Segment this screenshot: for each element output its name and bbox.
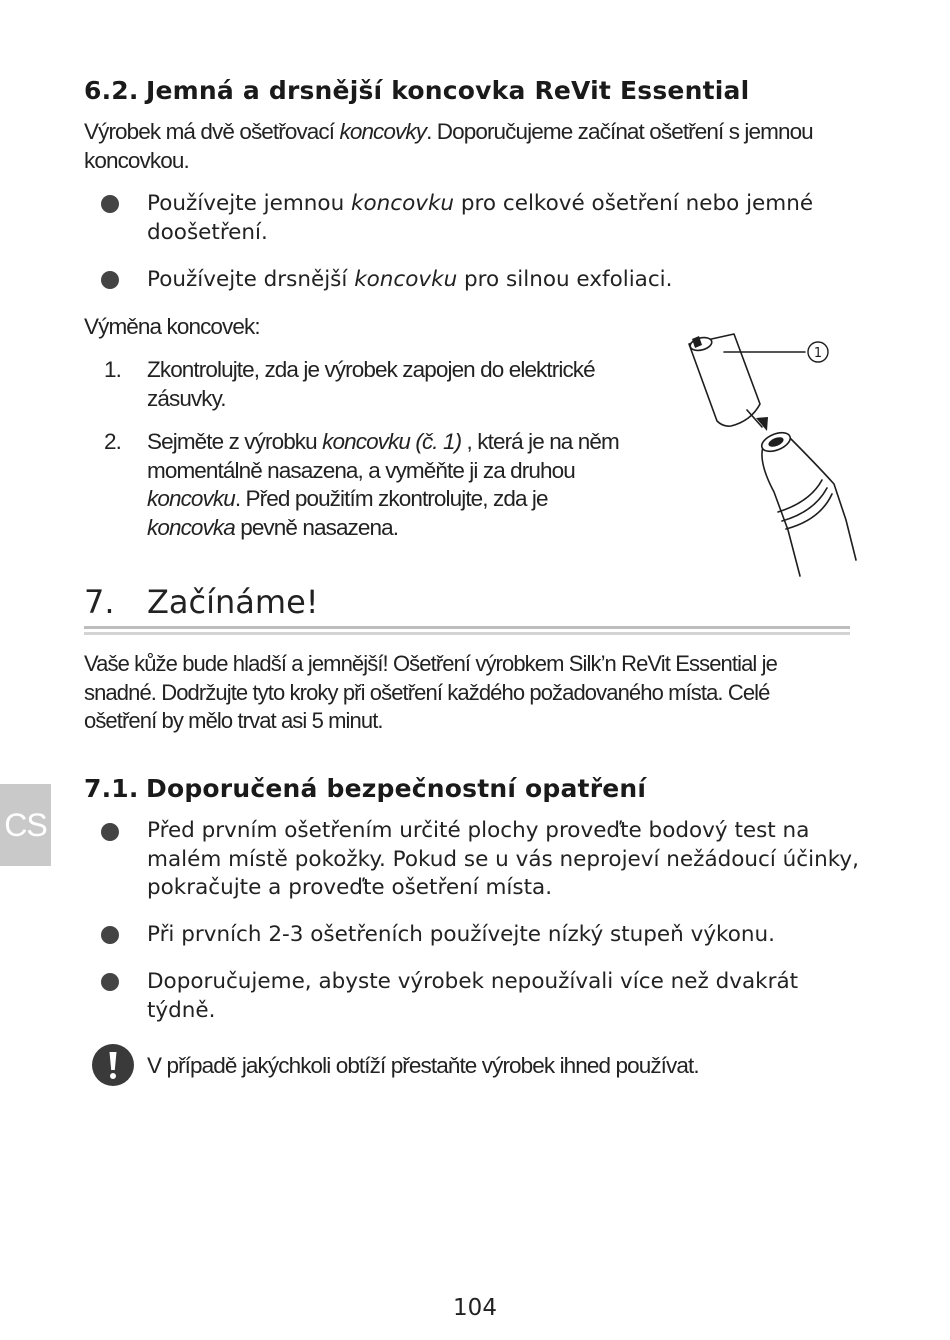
- callout-number: 1: [813, 346, 823, 361]
- page-number: 104: [453, 1295, 497, 1321]
- warning-text: V případě jakýchkoli obtíží přestaňte výrobek ihned používat.: [147, 1053, 699, 1078]
- bullet-icon: [101, 195, 119, 213]
- section-title: Začínáme!: [147, 583, 319, 621]
- step-text: Sejměte z výrobku koncovku (č. 1) , která je na něm momentálně nasazena, a vyměňte ji za druhou koncovku. Před použitím zkontrolujte, zda je koncovka pevně nasazena.: [147, 429, 619, 540]
- section-title: Jemná a drsnější koncovka ReVit Essential: [146, 76, 750, 105]
- section-number: 6.2.: [84, 76, 139, 105]
- tip-exchange-illustration: [672, 330, 872, 580]
- section-6-2-heading: [84, 76, 749, 105]
- bullet-item: Při prvních 2-3 ošetřeních používejte nízký stupeň výkonu.: [147, 922, 775, 947]
- bullet-icon: [101, 823, 119, 841]
- step-number: 2.: [104, 429, 121, 454]
- bullet-icon: [101, 271, 119, 289]
- heading-rule: [84, 626, 850, 629]
- bullet-item: Před prvním ošetřením určité plochy proveďte bodový test na malém místě pokožky. Pokud se u vás neprojeví nežádoucí účinky, pokračujte a proveďte ošetření místa.: [147, 818, 859, 900]
- intro-line-1: Výrobek má dvě ošetřovací koncovky. Doporučujeme začínat ošetření s jemnou: [84, 119, 813, 144]
- section-7-1-heading: [84, 774, 646, 803]
- bullet-item: Používejte jemnou koncovku pro celkové ošetření nebo jemné doošetření.: [147, 191, 814, 245]
- intro-line-2: koncovkou.: [84, 147, 189, 173]
- step-text: Zkontrolujte, zda je výrobek zapojen do elektrické zásuvky.: [147, 357, 595, 411]
- intro-paragraph: [84, 118, 864, 175]
- section-7-heading: [84, 583, 319, 621]
- bullet-item: Doporučujeme, abyste výrobek nepoužívali více než dvakrát týdně.: [147, 969, 799, 1023]
- section-number: 7.: [84, 583, 115, 621]
- arrow-head-icon: [756, 417, 768, 431]
- heading-rule: [84, 632, 850, 635]
- exchange-heading: Výměna koncovek:: [84, 314, 260, 339]
- section-number: 7.1.: [84, 774, 139, 803]
- section-title: Doporučená bezpečnostní opatření: [146, 774, 647, 803]
- bullet-icon: [101, 973, 119, 991]
- language-tab-label: CS: [4, 807, 47, 843]
- bullet-icon: [101, 926, 119, 944]
- step-number: 1.: [104, 357, 121, 382]
- bullet-item: Používejte drsnější koncovku pro silnou exfoliaci.: [147, 267, 673, 292]
- section-7-paragraph: Vaše kůže bude hladší a jemnější! Ošetření výrobkem Silk’n ReVit Essential je snadné. Dodržujte tyto kroky při ošetření každého požadovaného místa. Celé ošetření by mělo trvat asi 5 minut.: [84, 651, 777, 733]
- warning-icon: [91, 1043, 135, 1087]
